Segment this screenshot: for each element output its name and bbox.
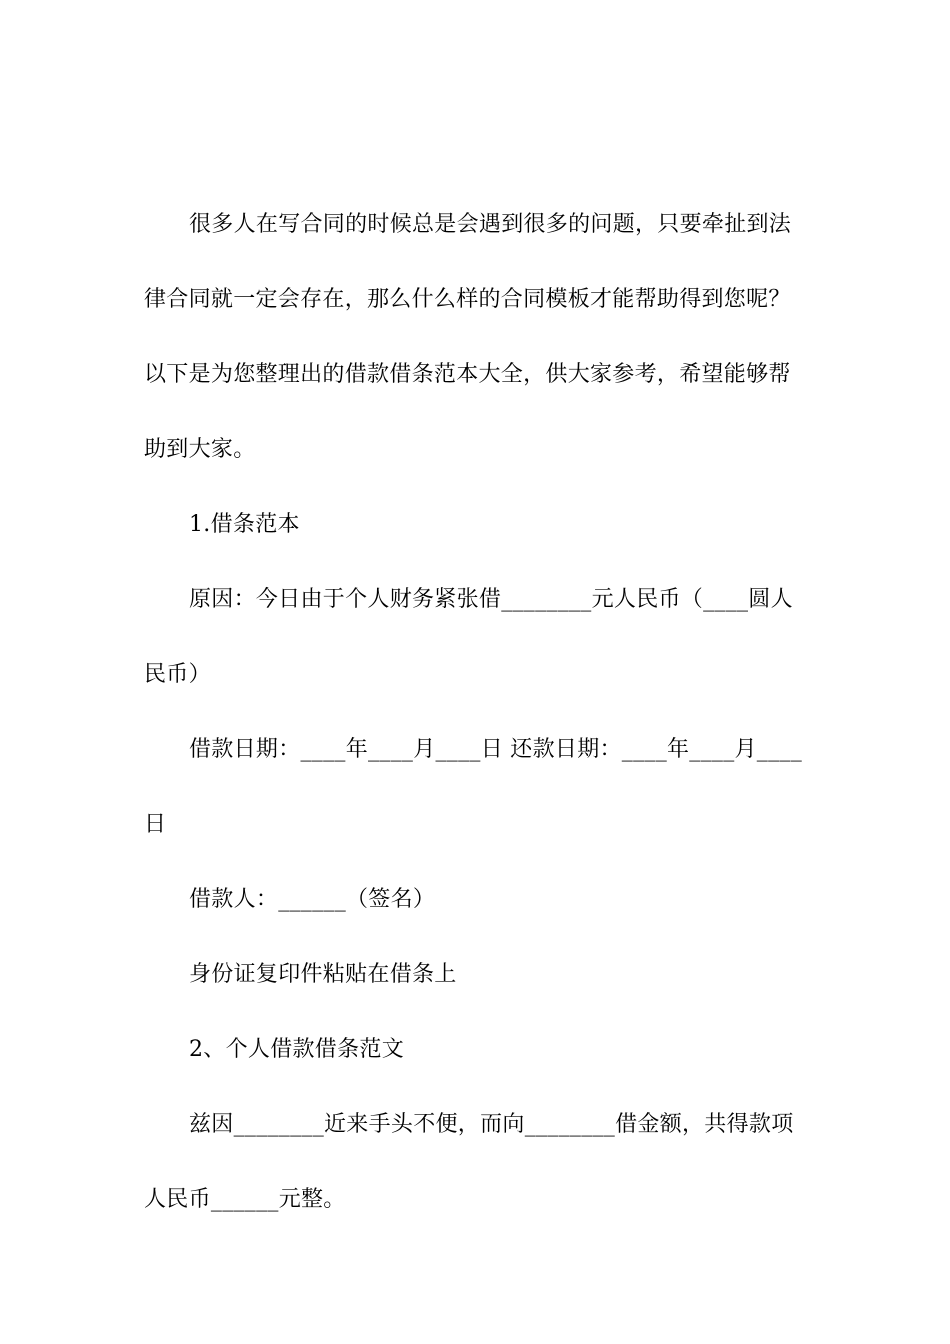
intro-paragraph-line-3: 以下是为您整理出的借款借条范本大全，供大家参考，希望能够帮 bbox=[144, 362, 791, 387]
loan-text-line-1: 兹因________近来手头不便，而向________借金额，共得款项 bbox=[189, 1112, 794, 1137]
intro-paragraph-line-1: 很多人在写合同的时候总是会遇到很多的问题，只要牵扯到法 bbox=[189, 212, 792, 237]
dates-line-2: 日 bbox=[144, 812, 167, 837]
section-heading-1: 1.借条范本 bbox=[189, 512, 300, 537]
intro-paragraph-line-2: 律合同就一定会存在，那么什么样的合同模板才能帮助得到您呢？ bbox=[144, 287, 791, 312]
dates-line-1: 借款日期：____年____月____日 还款日期：____年____月____ bbox=[189, 737, 802, 762]
loan-text-line-2: 人民币______元整。 bbox=[144, 1187, 346, 1212]
id-copy-note: 身份证复印件粘贴在借条上 bbox=[189, 962, 457, 987]
intro-paragraph-line-4: 助到大家。 bbox=[144, 437, 256, 462]
section-heading-2: 2、个人借款借条范文 bbox=[189, 1037, 404, 1062]
borrower-signature-line: 借款人：______（签名） bbox=[189, 887, 436, 912]
reason-line-1: 原因：今日由于个人财务紧张借________元人民币（____圆人 bbox=[189, 587, 793, 612]
reason-line-2: 民币） bbox=[144, 662, 211, 687]
